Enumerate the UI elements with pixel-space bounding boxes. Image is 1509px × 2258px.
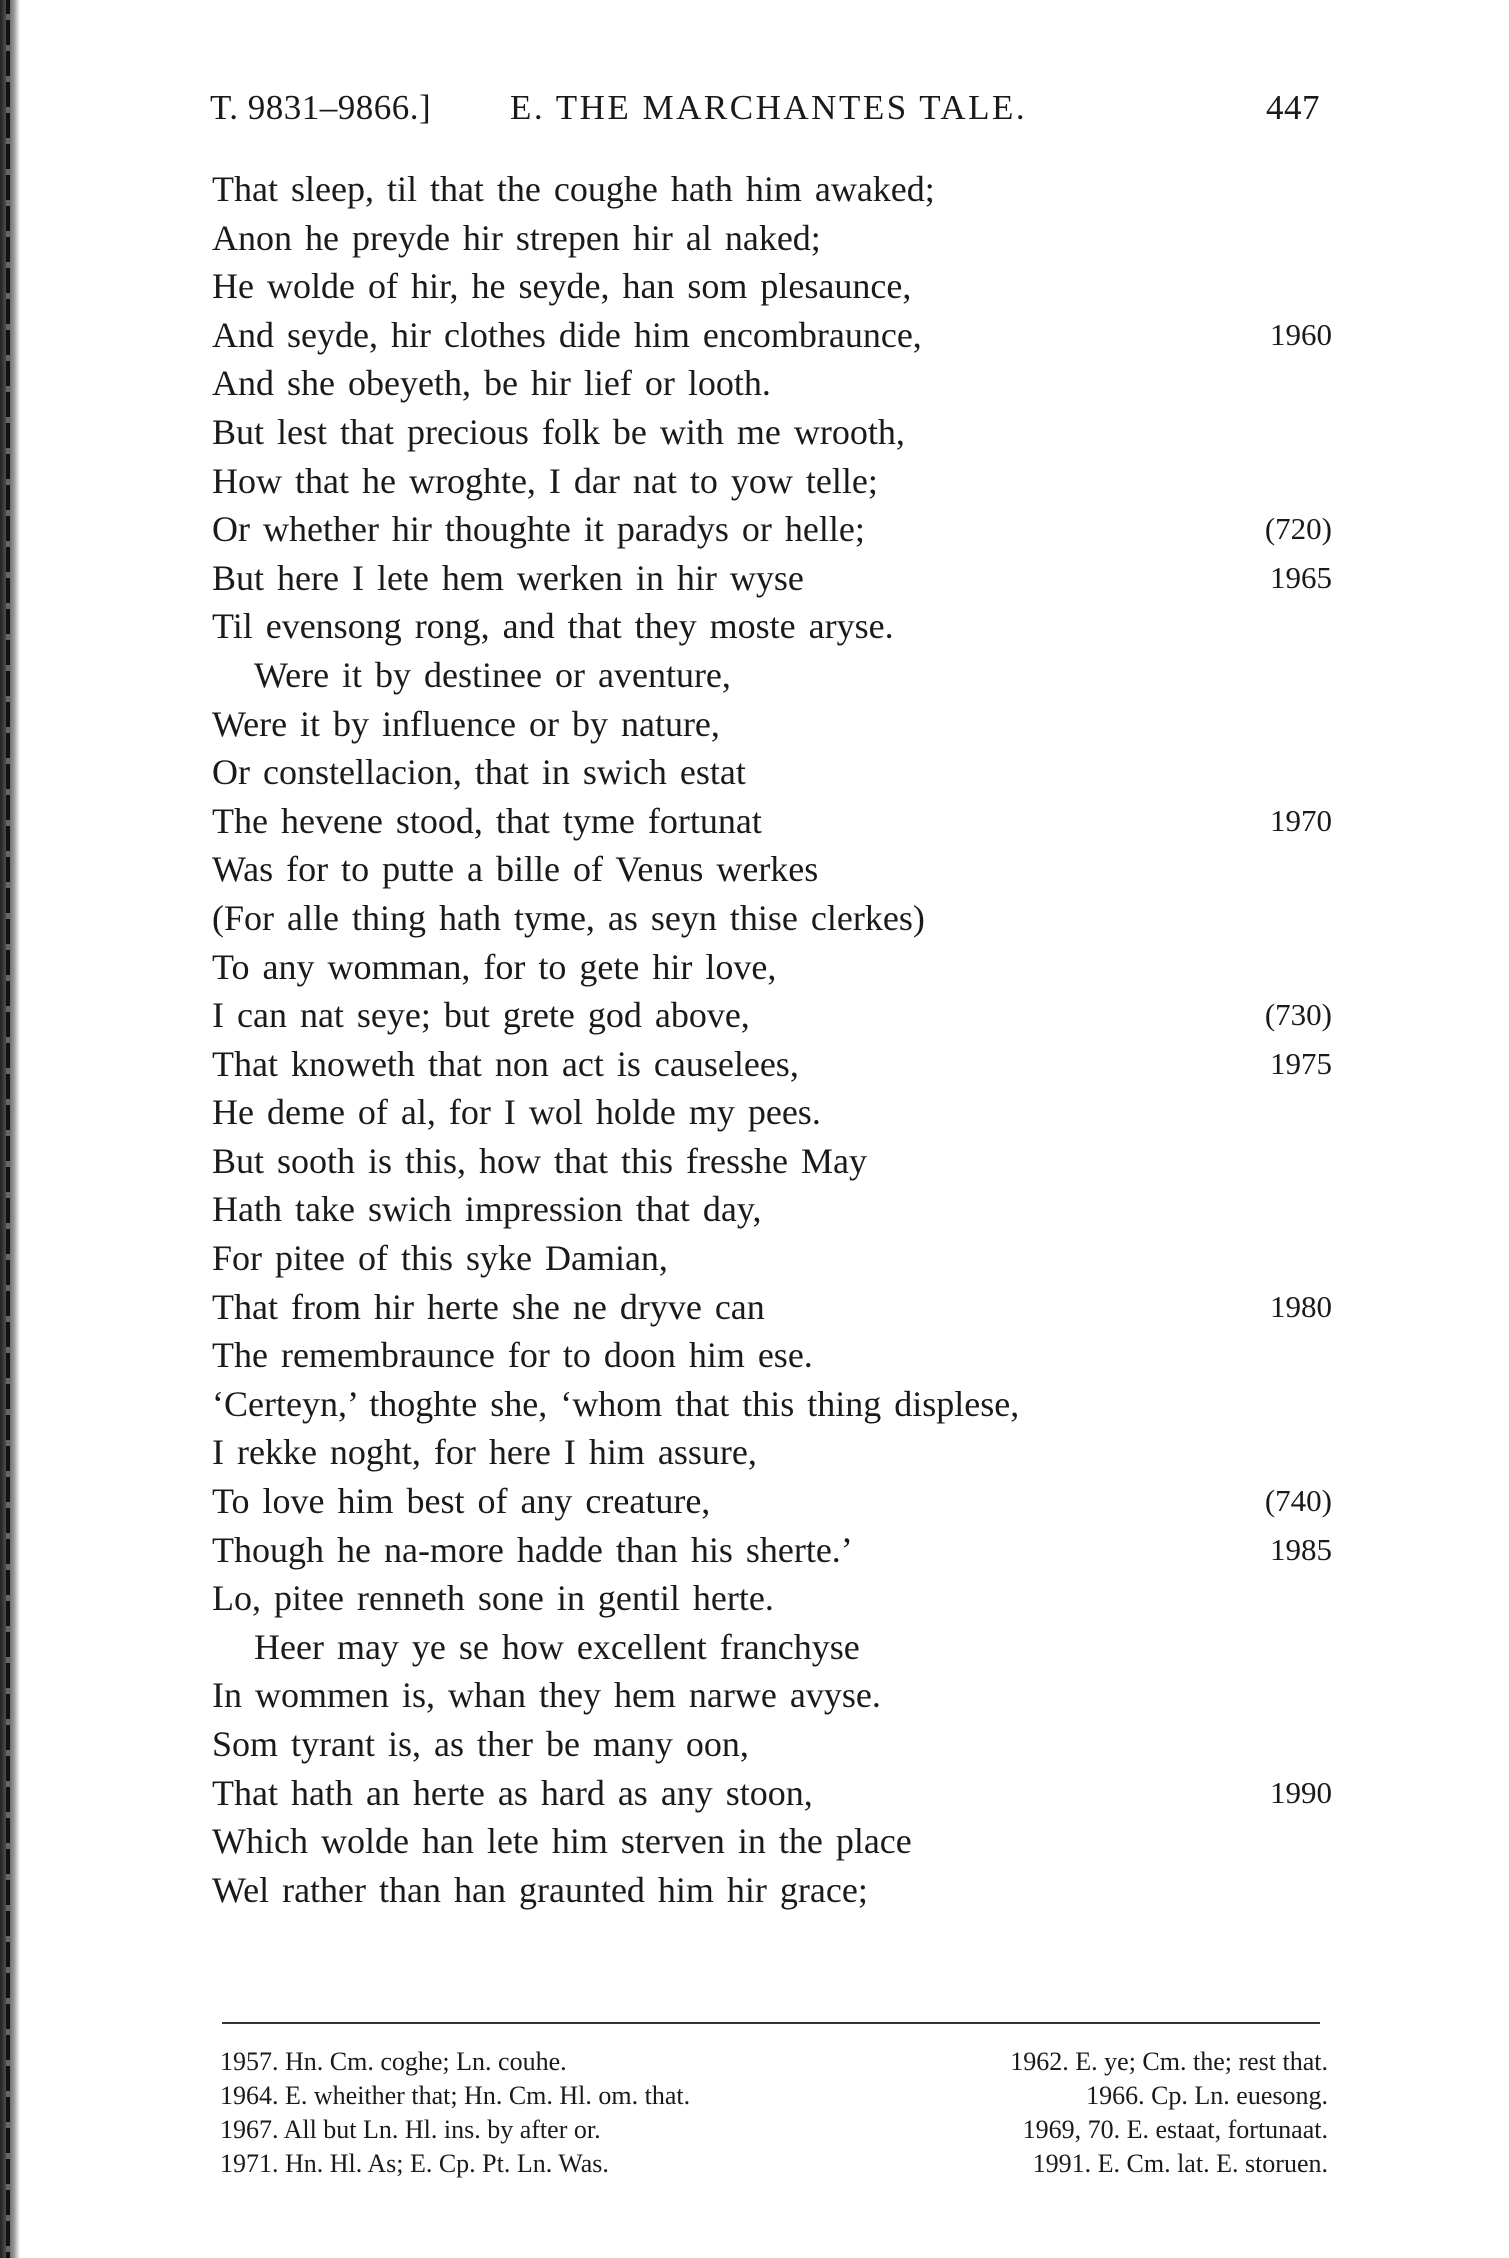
poem-line: [212, 505, 1332, 554]
poem-line: [212, 1283, 1332, 1332]
footnote: 1957. Hn. Cm. coghe; Ln. couhe.: [220, 2047, 567, 2076]
footnote: 1991. E. Cm. lat. E. storuen.: [1032, 2149, 1328, 2178]
poem-line-text: To any womman, for to gete hir love,: [212, 946, 777, 987]
poem-line: [212, 1671, 1332, 1720]
poem-line: [212, 943, 1332, 992]
poem-line: [212, 1526, 1332, 1575]
poem-line: [212, 797, 1332, 846]
poem-line: [212, 1720, 1332, 1769]
poem-line: [212, 748, 1332, 797]
binding-edge: [0, 0, 20, 2258]
poem-line-text: I rekke noght, for here I him assure,: [212, 1432, 757, 1473]
poem-line-text: Til evensong rong, and that they moste aryse.: [212, 606, 894, 647]
poem-line-text: The hevene stood, that tyme fortunat: [212, 800, 762, 841]
line-number: (720): [1264, 511, 1332, 547]
footnote: 1966. Cp. Ln. euesong.: [1086, 2081, 1328, 2110]
line-range: T. 9831–9866.]: [210, 88, 432, 127]
footnote-rule: [222, 2022, 1320, 2024]
footnote-row: [220, 2113, 1328, 2147]
line-number: 1960: [1270, 316, 1332, 352]
running-header: [210, 80, 1320, 140]
poem-line: [212, 408, 1332, 457]
line-number: 1975: [1270, 1045, 1332, 1081]
poem-line-text: Were it by influence or by nature,: [212, 703, 720, 744]
poem-line: [212, 1234, 1332, 1283]
poem-line-text: Which wolde han lete him sterven in the place: [212, 1821, 912, 1862]
poem-line: [212, 311, 1332, 360]
poem-line-text: That from hir herte she ne dryve can: [212, 1286, 765, 1327]
poem-line: [212, 1477, 1332, 1526]
poem-line: [212, 359, 1332, 408]
poem-line: [212, 1185, 1332, 1234]
poem-line: [212, 1088, 1332, 1137]
poem-line: [212, 457, 1332, 506]
poem-line: [212, 262, 1332, 311]
poem-line-text: But sooth is this, how that this fresshe May: [212, 1140, 867, 1181]
poem-line-text: That sleep, til that the coughe hath him awaked;: [212, 169, 935, 209]
poem-line: [212, 1428, 1332, 1477]
poem-line-text: Was for to putte a bille of Venus werkes: [212, 849, 819, 890]
poem-line-text: But lest that precious folk be with me wrooth,: [212, 411, 905, 452]
poem-line-text: He wolde of hir, he seyde, han som plesaunce,: [212, 266, 912, 307]
poem-line-text: He deme of al, for I wol holde my pees.: [212, 1092, 821, 1133]
poem-line-text: Hath take swich impression that day,: [212, 1189, 762, 1230]
poem-line-text: Though he na-more hadde than his sherte.’: [212, 1529, 853, 1570]
footnote: 1967. All but Ln. Hl. ins. by after or.: [220, 2115, 601, 2144]
poem-body: [212, 165, 1332, 1914]
poem-line-text: But here I lete hem werken in hir wyse: [212, 557, 804, 598]
poem-line: [212, 554, 1332, 603]
footnote-row: [220, 2045, 1328, 2079]
poem-line-text: That hath an herte as hard as any stoon,: [212, 1772, 813, 1813]
poem-line: [212, 845, 1332, 894]
section-title: E. THE MARCHANTES TALE.: [510, 88, 1028, 127]
poem-line: [212, 165, 1332, 214]
poem-line: [212, 991, 1332, 1040]
footnote: 1969, 70. E. estaat, fortunaat.: [1022, 2115, 1328, 2144]
line-number: 1990: [1270, 1774, 1332, 1810]
line-number: 1980: [1270, 1288, 1332, 1324]
line-number: 1970: [1270, 802, 1332, 838]
poem-line: [212, 1574, 1332, 1623]
footnote-row: [220, 2147, 1328, 2181]
poem-line: [212, 1040, 1332, 1089]
footnote: 1971. Hn. Hl. As; E. Cp. Pt. Ln. Was.: [220, 2149, 609, 2178]
line-number: (730): [1264, 997, 1332, 1033]
poem-line-text: Were it by destinee or aventure,: [254, 654, 731, 695]
poem-line-text: The remembraunce for to doon him ese.: [212, 1335, 813, 1376]
poem-line: [212, 651, 1332, 700]
footnote: 1964. E. wheither that; Hn. Cm. Hl. om. that.: [220, 2081, 691, 2110]
poem-line-text: Heer may ye se how excellent franchyse: [254, 1626, 860, 1667]
poem-line-text: For pitee of this syke Damian,: [212, 1238, 668, 1279]
footnote-row: [220, 2079, 1328, 2113]
poem-line: [212, 214, 1332, 263]
footnotes: [220, 2045, 1328, 2181]
poem-line-text: Lo, pitee renneth sone in gentil herte.: [212, 1578, 774, 1619]
line-number: (740): [1264, 1483, 1332, 1519]
poem-line-text: To love him best of any creature,: [212, 1481, 711, 1522]
poem-line-text: I can nat seye; but grete god above,: [212, 995, 750, 1036]
poem-line-text: Or constellacion, that in swich estat: [212, 752, 746, 793]
poem-line-text: That knoweth that non act is causelees,: [212, 1043, 799, 1084]
poem-line: [212, 894, 1332, 943]
poem-line-text: Or whether hir thoughte it paradys or helle;: [212, 509, 865, 550]
poem-line-text: And seyde, hir clothes dide him encombraunce,: [212, 314, 922, 355]
poem-line-text: ‘Certeyn,’ thoghte she, ‘whom that this thing displese,: [212, 1383, 1020, 1424]
poem-line: [212, 1331, 1332, 1380]
line-number: 1965: [1270, 559, 1332, 595]
poem-line: [212, 1380, 1332, 1429]
poem-line: [212, 1866, 1332, 1915]
poem-line: [212, 602, 1332, 651]
footnote: 1962. E. ye; Cm. the; rest that.: [1010, 2047, 1328, 2076]
poem-line-text: And she obeyeth, be hir lief or looth.: [212, 363, 771, 404]
line-number: 1985: [1270, 1531, 1332, 1567]
poem-line-text: In wommen is, whan they hem narwe avyse.: [212, 1675, 881, 1716]
poem-line: [212, 1817, 1332, 1866]
poem-line-text: Anon he preyde hir strepen hir al naked;: [212, 217, 821, 258]
poem-line-text: How that he wroghte, I dar nat to yow telle;: [212, 460, 878, 501]
poem-line: [212, 700, 1332, 749]
poem-line-text: Som tyrant is, as ther be many oon,: [212, 1724, 749, 1764]
poem-line: [212, 1137, 1332, 1186]
poem-line-text: Wel rather than han graunted him hir grace;: [212, 1869, 868, 1910]
poem-line-text: (For alle thing hath tyme, as seyn thise clerkes): [212, 897, 925, 938]
page-number: 447: [1266, 88, 1320, 127]
poem-line: [212, 1623, 1332, 1672]
poem-line: [212, 1769, 1332, 1818]
